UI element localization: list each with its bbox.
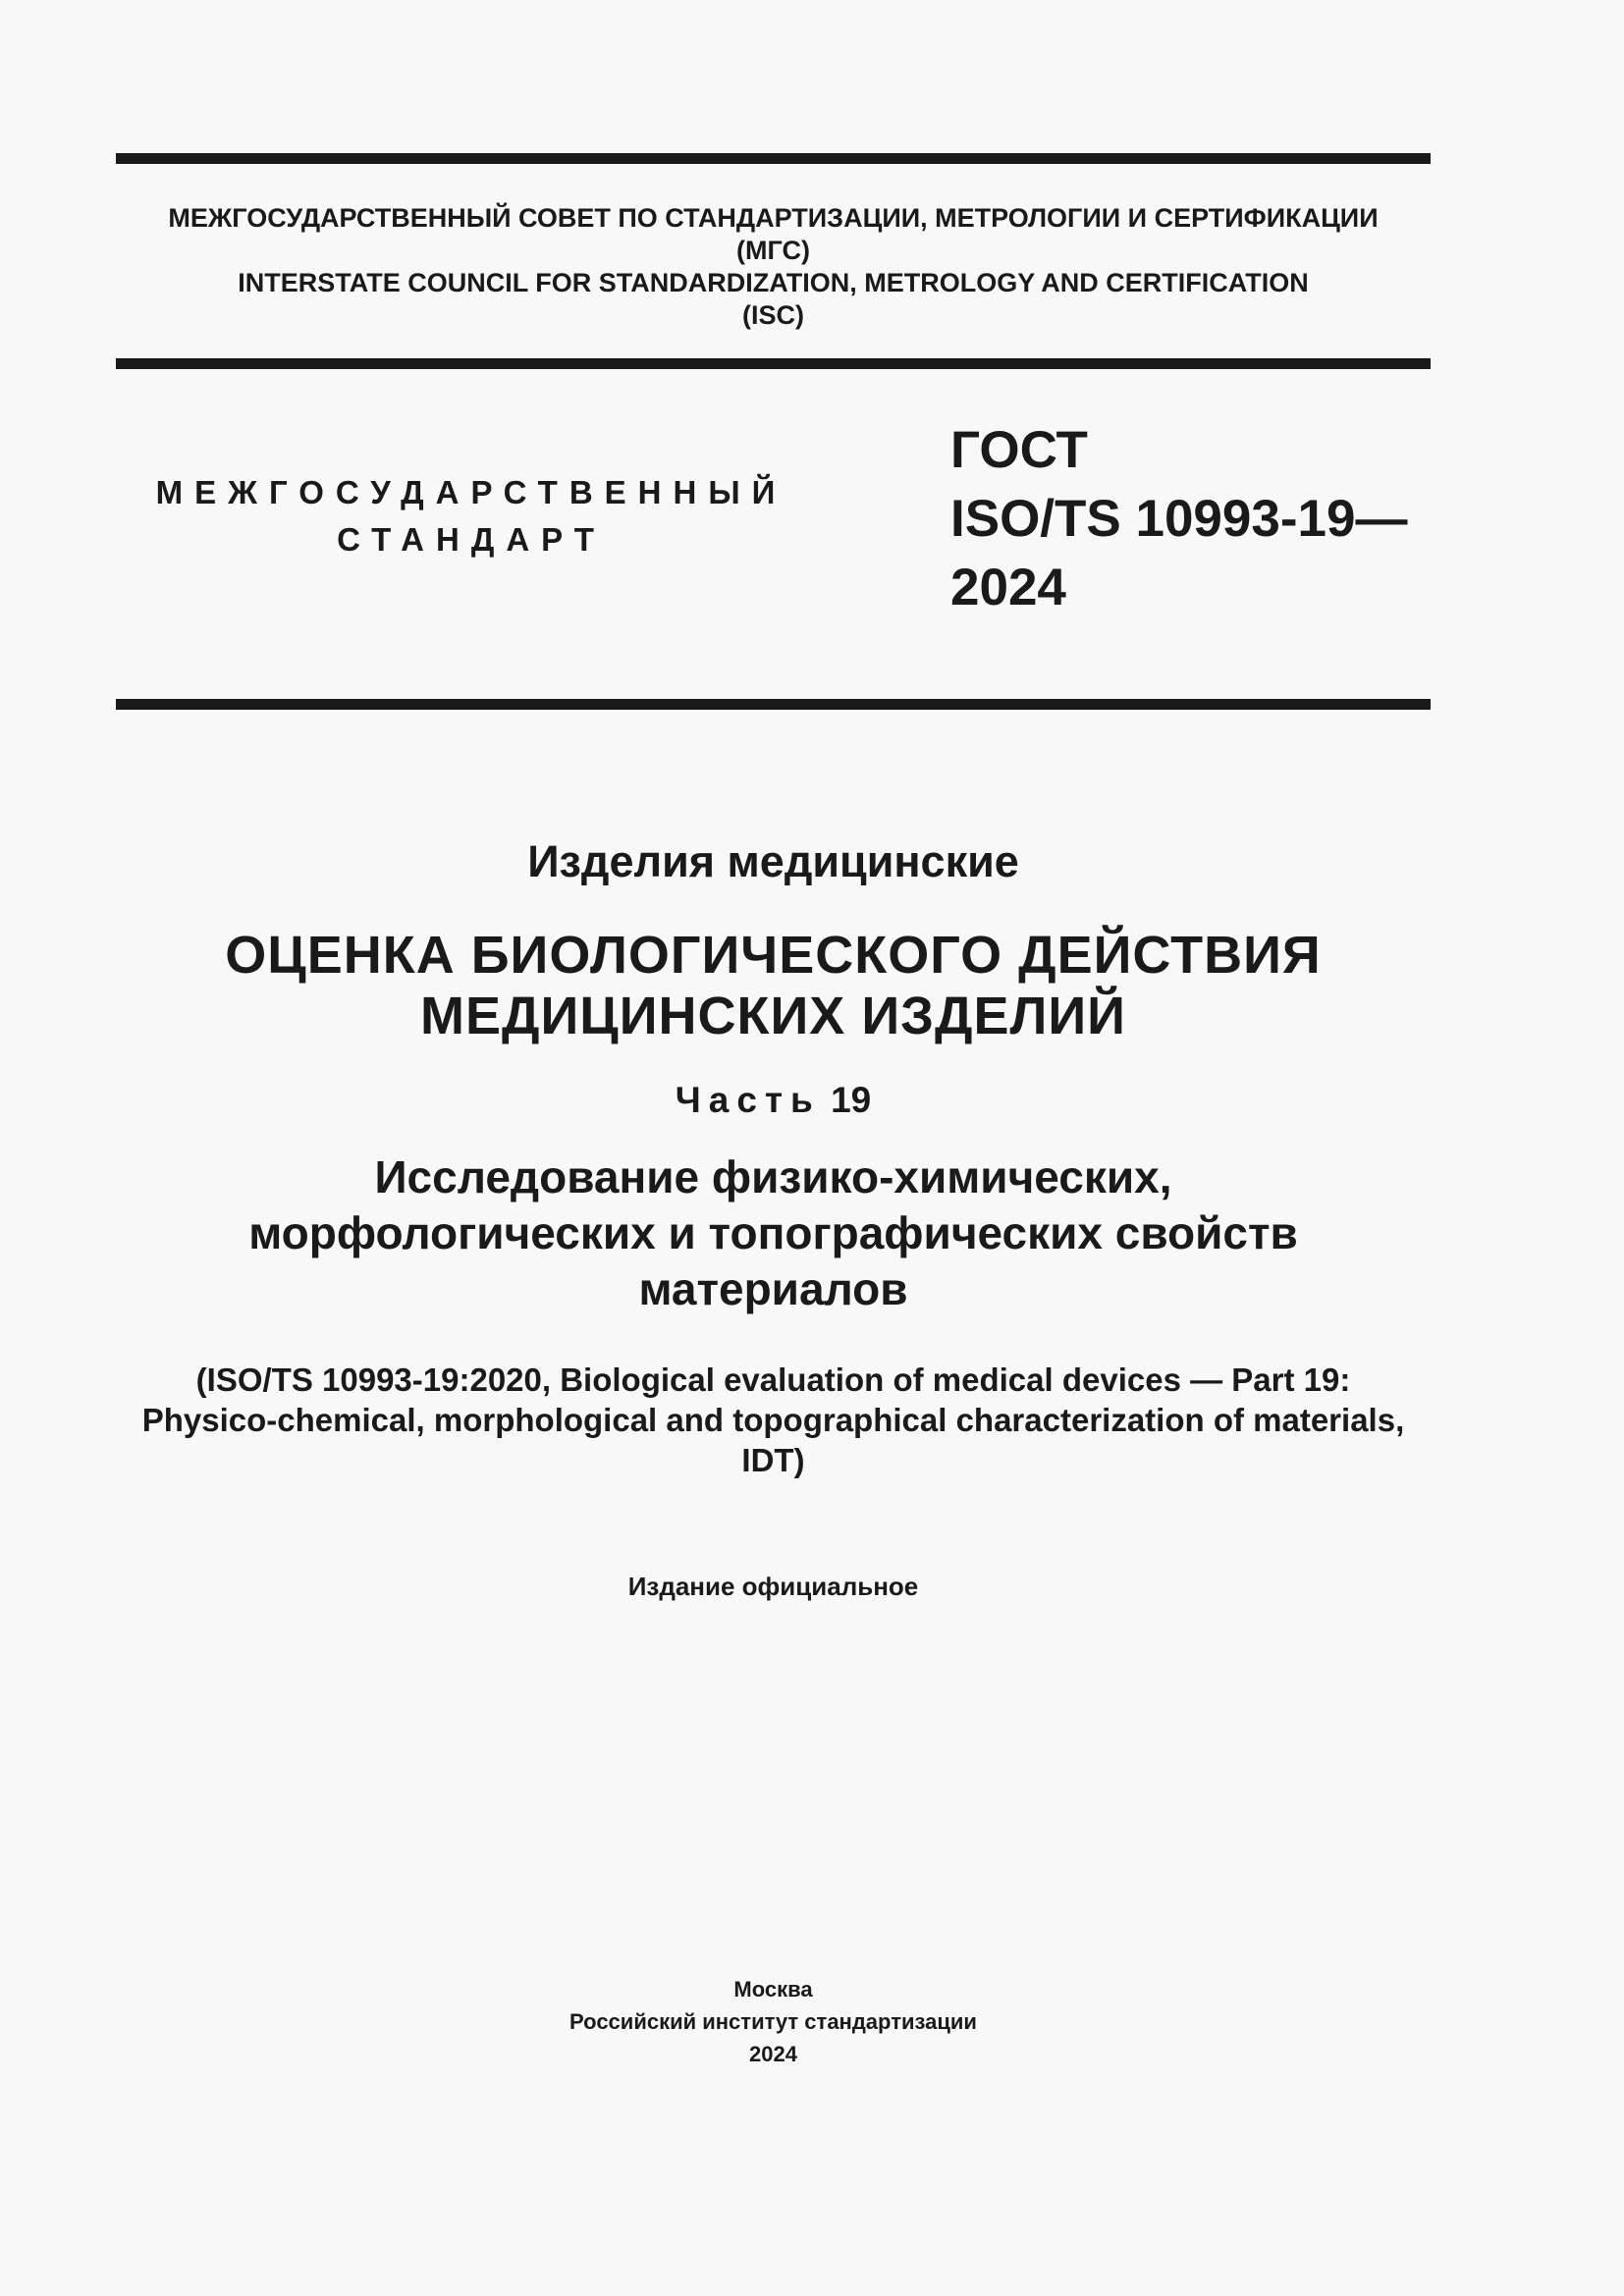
part-title-line3: материалов	[638, 1263, 908, 1314]
imprint	[116, 1973, 1431, 2070]
standard-type-line1: МЕЖГОСУДАРСТВЕННЫЙ	[155, 474, 787, 510]
standard-type-line2: СТАНДАРТ	[337, 521, 606, 558]
part-word: Часть	[675, 1080, 821, 1120]
part-label	[116, 1078, 1431, 1123]
imprint-year: 2024	[749, 2042, 797, 2066]
council-abbr-ru: (МГС)	[736, 236, 810, 265]
main-title-line1: ОЦЕНКА БИОЛОГИЧЕСКОГО ДЕЙСТВИЯ	[225, 926, 1322, 985]
iso-reference-line2: Physico-chemical, morphological and topographical characterization of materials,	[141, 1402, 1405, 1438]
iso-reference-line1: (ISO/TS 10993-19:2020, Biological evaluation of medical devices — Part 19:	[195, 1362, 1351, 1398]
council-name-ru: МЕЖГОСУДАРСТВЕННЫЙ СОВЕТ ПО СТАНДАРТИЗАЦИИ, МЕТРОЛОГИИ И СЕРТИФИКАЦИИ	[168, 203, 1379, 233]
edition-note: Издание официальное	[627, 1572, 919, 1601]
iso-reference-line3: IDT)	[741, 1442, 805, 1478]
main-title-line2: МЕДИЦИНСКИХ ИЗДЕЛИЙ	[420, 987, 1126, 1045]
council-abbr-en: (ISC)	[742, 300, 804, 330]
main-title	[116, 925, 1431, 1046]
part-title-line1: Исследование физико-химических,	[374, 1151, 1172, 1202]
middle-rule	[116, 358, 1431, 369]
standard-type-label	[147, 469, 795, 563]
top-rule	[116, 153, 1431, 164]
part-title	[116, 1149, 1431, 1317]
part-number: 19	[831, 1080, 872, 1120]
imprint-publisher: Российский институт стандартизации	[569, 2009, 977, 2034]
lower-rule	[116, 699, 1431, 710]
iso-reference	[116, 1360, 1431, 1480]
designation-line3: 2024	[950, 559, 1066, 616]
designation-line2: ISO/TS 10993-19—	[950, 490, 1408, 548]
council-header	[116, 202, 1431, 332]
standard-designation	[950, 416, 1407, 622]
designation-line1: ГОСТ	[950, 421, 1088, 479]
title-prefix: Изделия медицинские	[527, 836, 1019, 886]
imprint-city: Москва	[733, 1977, 813, 2002]
council-name-en: INTERSTATE COUNCIL FOR STANDARDIZATION, METROLOGY AND CERTIFICATION	[238, 268, 1309, 297]
part-title-line2: морфологических и топографических свойств	[248, 1207, 1298, 1258]
